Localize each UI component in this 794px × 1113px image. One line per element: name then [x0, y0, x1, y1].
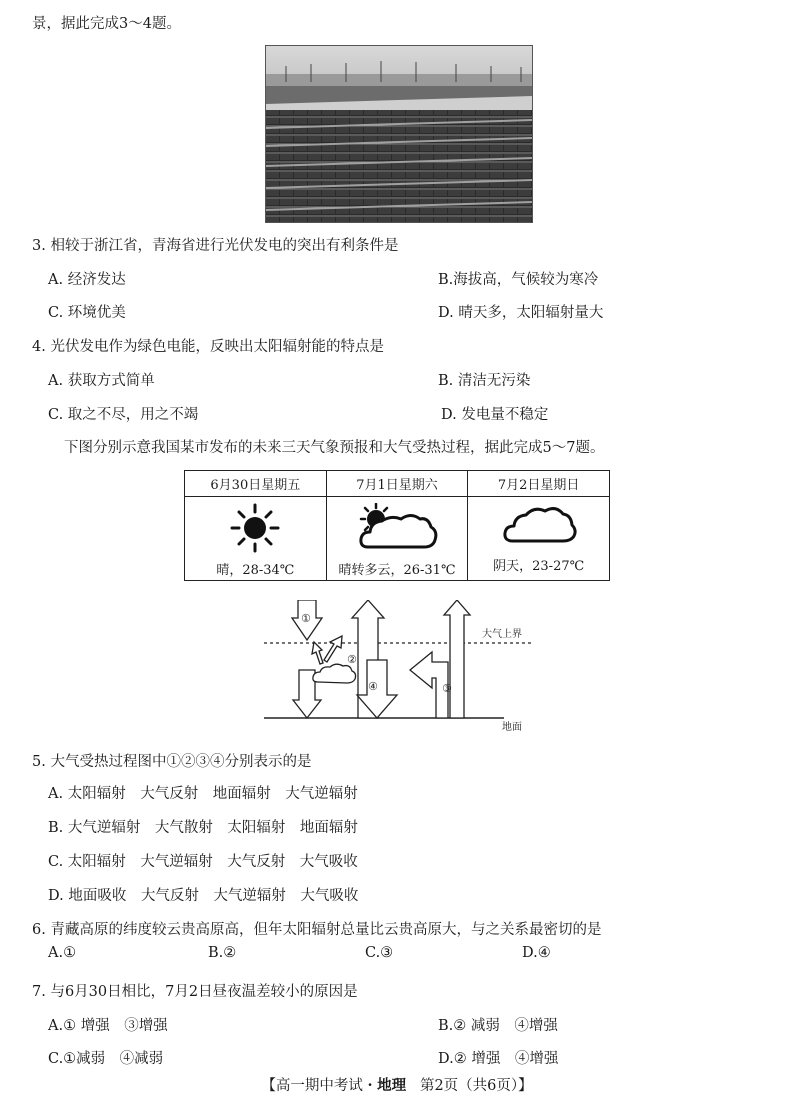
intro-text: 景，据此完成3～4题。 — [32, 16, 181, 32]
forecast-text-3: 阴天，23-27℃ — [493, 559, 585, 574]
question-5-stem: 5. 大气受热过程图中①②③④分别表示的是 — [32, 754, 312, 770]
question-7-option-d[interactable]: D.② 增强 ④增强 — [438, 1051, 559, 1067]
question-5-option-d[interactable]: D. 地面吸收 大气反射 大气逆辐射 大气吸收 — [48, 888, 359, 904]
forecast-date-2: 7月1日星期六 — [326, 471, 468, 497]
question-5-option-a[interactable]: A. 太阳辐射 大气反射 地面辐射 大气逆辐射 — [48, 786, 358, 802]
footer-page-number: 第2页（共6页） — [419, 1078, 519, 1094]
question-3-option-c[interactable]: C. 环境优美 — [48, 305, 126, 321]
question-5-option-b[interactable]: B. 大气逆辐射 大气散射 太阳辐射 地面辐射 — [48, 820, 358, 836]
intro-5-7: 下图分别示意我国某市发布的未来三天气象预报和大气受热过程，据此完成5～7题。 — [64, 440, 605, 456]
label-ground: 地面 — [502, 722, 522, 733]
question-3-stem: 3. 相较于浙江省，青海省进行光伏发电的突出有利条件是 — [32, 238, 399, 254]
heating-process-svg — [264, 600, 534, 735]
question-4-option-b[interactable]: B. 清洁无污染 — [438, 373, 531, 389]
question-6-stem: 6. 青藏高原的纬度较云贵高原高，但年太阳辐射总量比云贵高原大，与之关系最密切的是 — [32, 922, 602, 938]
solar-panel-photo — [265, 45, 533, 223]
question-7-option-c[interactable]: C.①减弱 ④减弱 — [48, 1051, 164, 1067]
marker-2: ② — [347, 653, 357, 666]
question-6-option-c[interactable]: C.③ — [365, 945, 394, 961]
question-3-option-a[interactable]: A. 经济发达 — [48, 272, 126, 288]
question-7-option-a[interactable]: A.① 增强 ③增强 — [48, 1018, 168, 1034]
forecast-text-2: 晴转多云，26-31℃ — [338, 563, 456, 578]
footer-dot: · — [367, 1077, 373, 1094]
question-3-option-b[interactable]: B.海拔高，气候较为寒冷 — [438, 272, 599, 288]
forecast-cell-3 — [468, 497, 610, 581]
question-4-option-c[interactable]: C. 取之不尽，用之不竭 — [48, 407, 199, 423]
marker-1: ① — [301, 612, 311, 625]
forecast-date-1: 6月30日星期五 — [185, 471, 327, 497]
question-4-option-a[interactable]: A. 获取方式简单 — [48, 373, 155, 389]
cloud-icon — [501, 503, 577, 549]
footer-subject: 地理 — [377, 1077, 407, 1094]
marker-3: ③ — [442, 682, 452, 695]
question-6-option-a[interactable]: A.① — [48, 945, 77, 961]
marker-4: ④ — [368, 680, 378, 693]
atmospheric-heating-diagram — [264, 600, 534, 735]
weather-forecast-table — [184, 470, 610, 581]
forecast-date-3: 7月2日星期日 — [468, 471, 610, 497]
question-7-option-b[interactable]: B.② 减弱 ④增强 — [438, 1018, 558, 1034]
page-footer — [0, 1074, 794, 1095]
sun-cloud-icon — [356, 503, 438, 553]
sun-icon — [228, 503, 282, 553]
footer-bracket-close: 】 — [518, 1078, 533, 1094]
question-4-stem: 4. 光伏发电作为绿色电能，反映出太阳辐射能的特点是 — [32, 339, 384, 355]
question-5-option-c[interactable]: C. 太阳辐射 大气逆辐射 大气反射 大气吸收 — [48, 854, 358, 870]
forecast-cell-2 — [326, 497, 468, 581]
question-7-stem: 7. 与6月30日相比，7月2日昼夜温差较小的原因是 — [32, 984, 358, 1000]
footer-bracket-open: 【 — [261, 1078, 276, 1094]
forecast-cell-1 — [185, 497, 327, 581]
question-4-option-d[interactable]: D. 发电量不稳定 — [441, 407, 549, 423]
forecast-text-1: 晴，28-34℃ — [216, 563, 295, 578]
footer-exam-name: 高一期中考试 — [275, 1078, 363, 1094]
label-upper-atmosphere: 大气上界 — [482, 629, 522, 640]
question-3-option-d[interactable]: D. 晴天多，太阳辐射量大 — [438, 305, 604, 321]
question-6-option-b[interactable]: B.② — [208, 945, 237, 961]
solar-farm-image — [266, 46, 532, 222]
question-6-option-d[interactable]: D.④ — [522, 945, 551, 961]
